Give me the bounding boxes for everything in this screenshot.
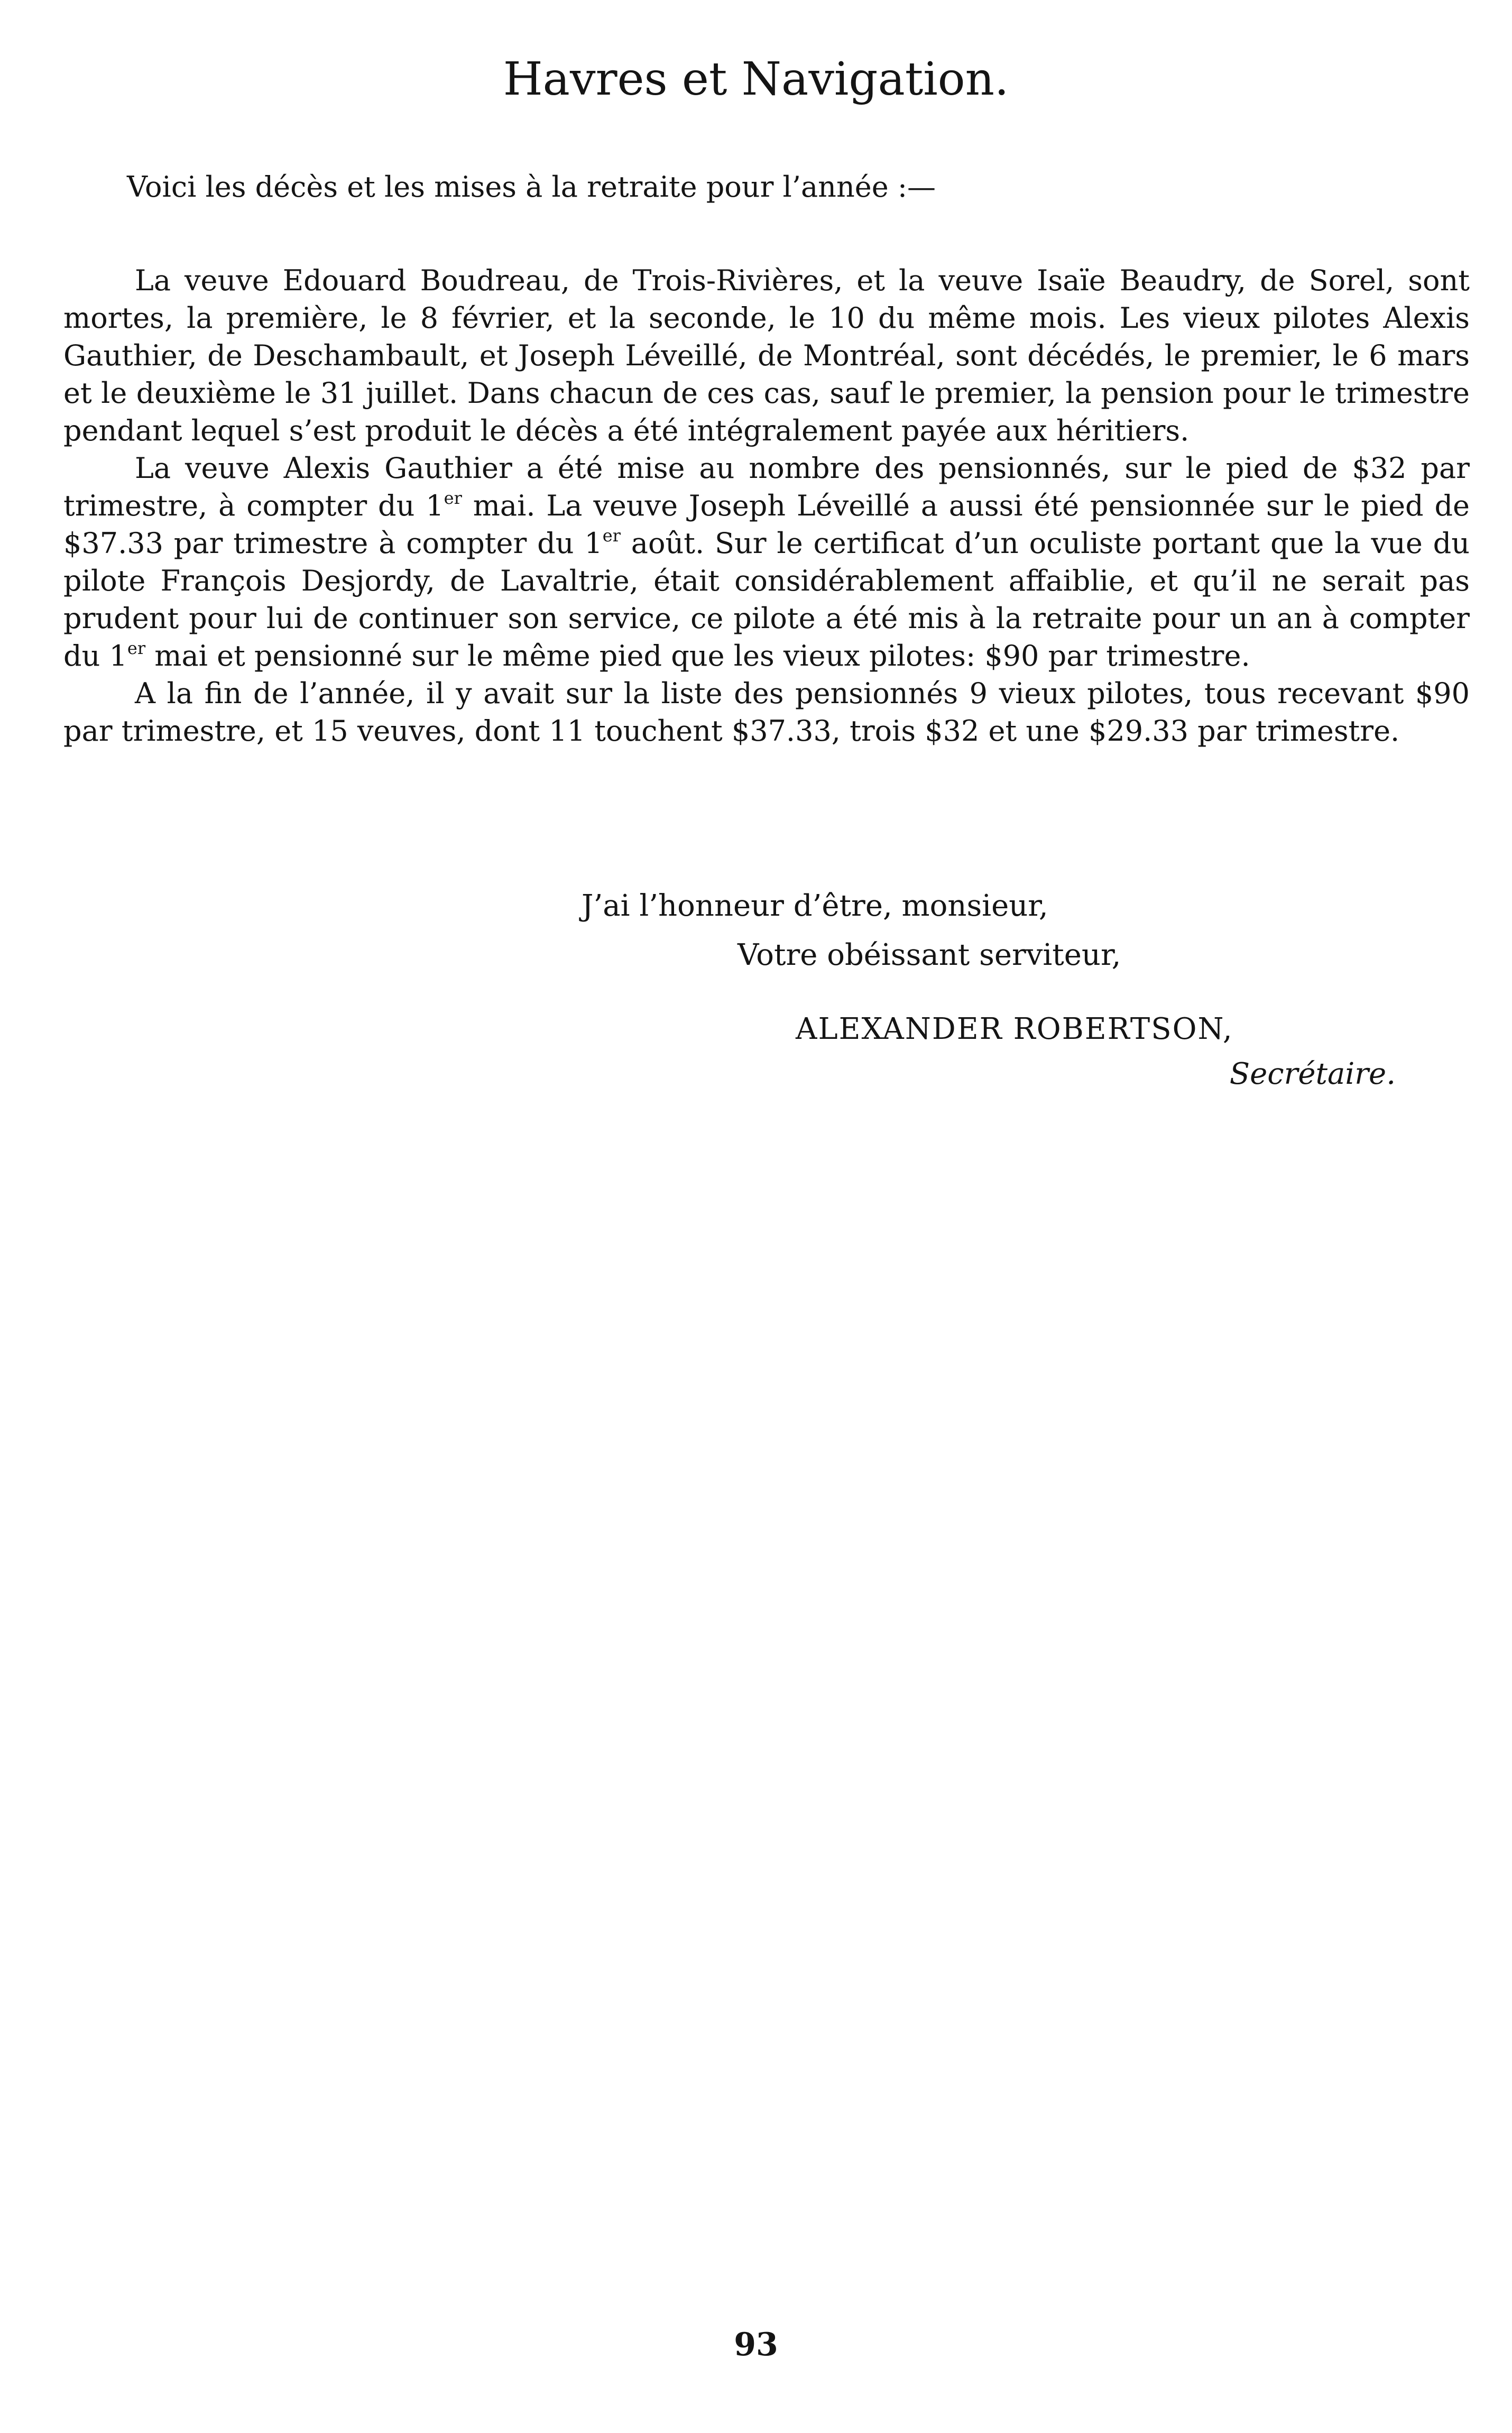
paragraph-pensions-text: mai. La veuve Joseph Léveillé a aussi été pensionnée sur le pied de $37.33 par trimestre à compter du 1	[63, 489, 1470, 560]
paragraph-pensions-text: La veuve Alexis Gauthier a été mise au nombre des pensionnés, sur le pied de $32 par trimestre, à compter du 1	[63, 451, 1470, 522]
closing-signoff: Votre obéissant serviteur,	[737, 938, 1121, 972]
paragraph-pensions-text: mai et pensionné sur le même pied que les vieux pilotes: $90 par trimestre.	[145, 639, 1250, 672]
closing-salutation: J’ai l’honneur d’être, monsieur,	[582, 889, 1048, 923]
body-text	[63, 168, 1470, 750]
ordinal-superscript: er	[127, 638, 146, 658]
ordinal-superscript: er	[444, 488, 462, 508]
paragraph-pensions	[63, 449, 1470, 675]
page-title: Havres et Navigation.	[503, 53, 1009, 106]
paragraph-year-end: A la fin de l’année, il y avait sur la liste des pensionnés 9 vieux pilotes, tous recevant $90 par trimestre, et 15 veuves, dont 11 touchent $37.33, trois $32 et une $29.33 par trimestre.	[63, 677, 1470, 748]
paragraph-deaths: La veuve Edouard Boudreau, de Trois-Rivières, et la veuve Isaïe Beaudry, de Sorel, sont mortes, la première, le 8 février, et la seconde, le 10 du même mois. Les vieux pilotes Alexis Gauthier, de Deschambault, et Joseph Léveillé, de Montréal, sont décédés, le premier, le 6 mars et le deuxième le 31 juillet. Dans chacun de ces cas, sauf le premier, la pension pour le trimestre pendant lequel s’est produit le décès a été intégralement payée aux héritiers.	[63, 264, 1470, 447]
intro-line: Voici les décès et les mises à la retraite pour l’année :—	[127, 170, 936, 204]
signature-name: ALEXANDER ROBERTSON,	[796, 1012, 1233, 1046]
ordinal-superscript: er	[602, 526, 621, 546]
paragraph-pensions-text: août. Sur le certificat d’un oculiste portant que la vue du pilote François Desjordy, de Lavaltrie, était considérablement affaiblie, et qu’il ne serait pas prudent pour lui de continuer son service, ce pilote a été mis à la retraite pour un an à compter du 1	[63, 527, 1470, 672]
page-number: 93	[734, 2326, 778, 2363]
signature-title: Secrétaire.	[1229, 1057, 1396, 1091]
